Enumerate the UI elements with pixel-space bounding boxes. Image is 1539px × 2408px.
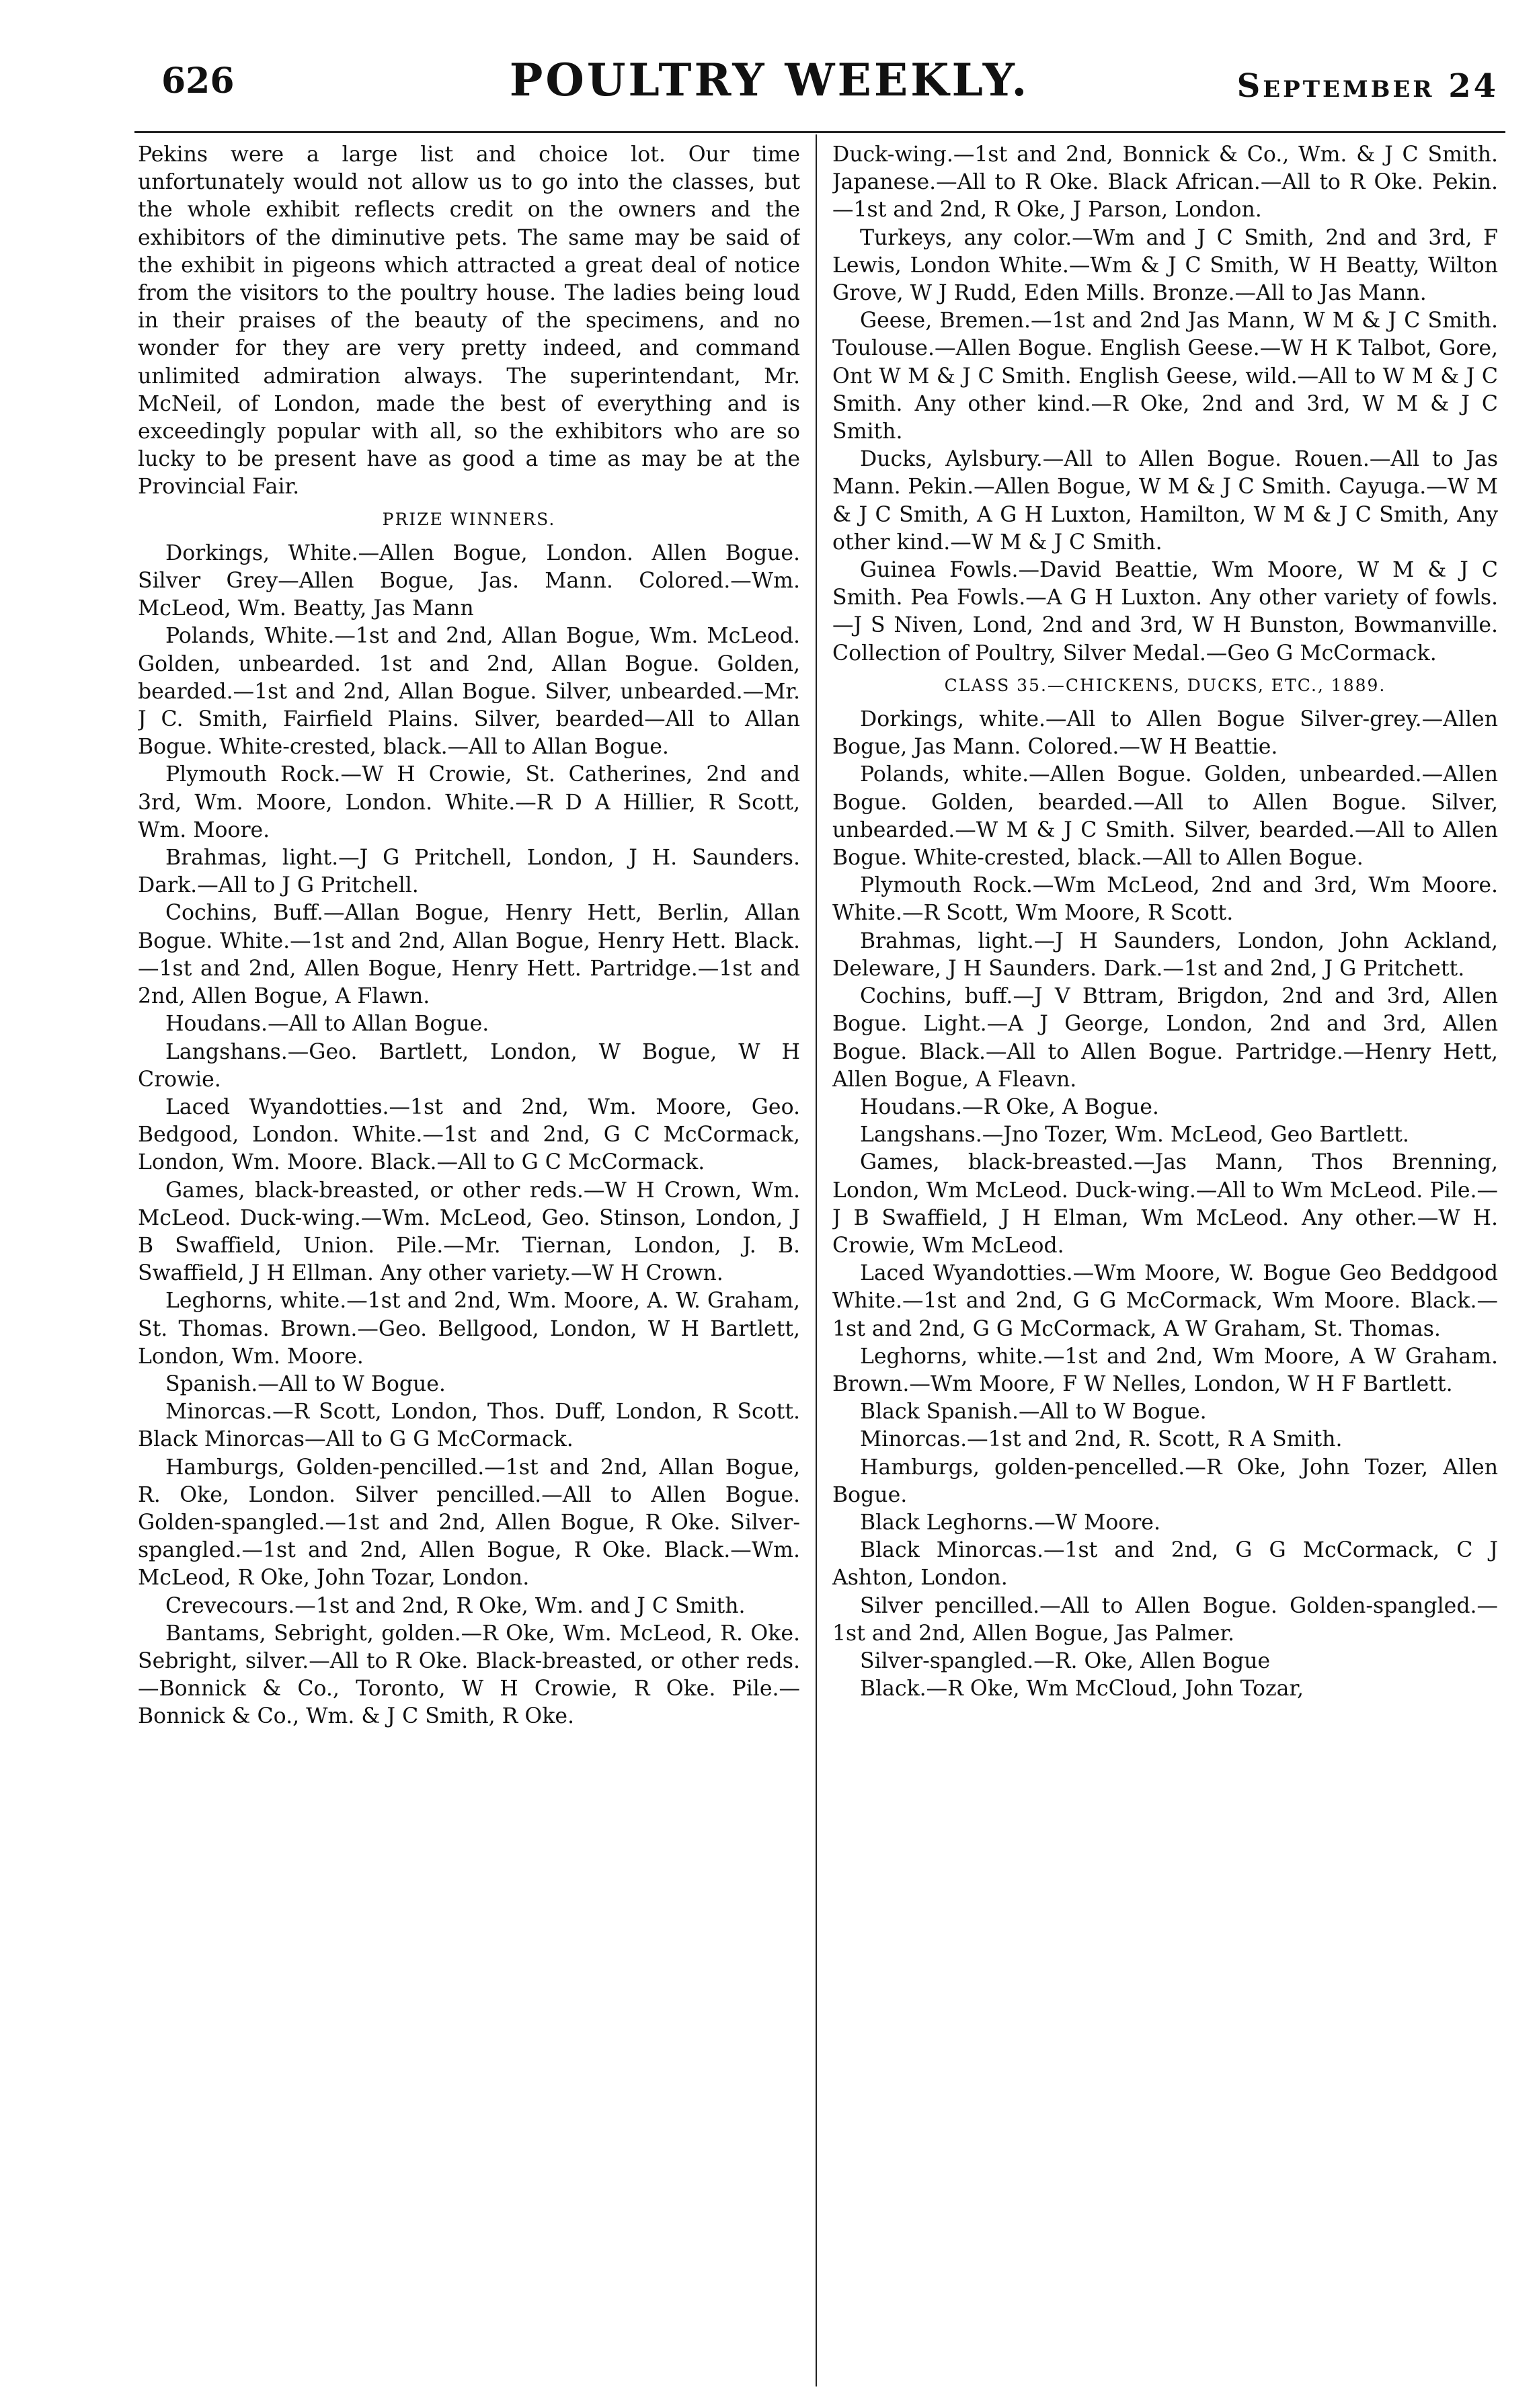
entry-paragraph: Black Minorcas.—1st and 2nd, G G McCormack, C J Ashton, London. (832, 1538, 1498, 1591)
entry-paragraph: Langshans.—Jno Tozer, Wm. McLeod, Geo Bartlett. (859, 1123, 1409, 1148)
entry-paragraph: Plymouth Rock.—W H Crowie, St. Catherines, 2nd and 3rd, Wm. Moore, London. White.—R D A Hillier, R Scott, Wm. Moore. (138, 762, 800, 842)
header-rule (134, 131, 1505, 133)
intro-paragraph: Pekins were a large list and choice lot. Our time unfortunately would not allow us to go into the classes, but the whole exhibit reflects credit on the owners and the exhibitors of the diminutive pets. The same may be said of the exhibit in pigeons which attracted a great deal of notice from the visitors to the poultry house. The ladies being loud in their praises of the beauty of the specimens, and no wonder for they are very pretty indeed, and command unlimited admiration always. The superintendant, Mr. McNeil, of London, made the best of everything and is exceedingly popular with all, so the exhibitors who are so lucky to be present have as good a time as may be at the Provincial Fair. (138, 143, 800, 499)
entry-paragraph: Houdans.—All to Allan Bogue. (165, 1012, 489, 1037)
entry-paragraph: Laced Wyandotties.—Wm Moore, W. Bogue Geo Beddgood White.—1st and 2nd, G G McCormack, Wm Moore. Black.—1st and 2nd, G G McCormack, A W Graham, St. Thomas. (832, 1261, 1498, 1341)
publication-title: POULTRY WEEKLY. (509, 54, 1030, 106)
entry-paragraph: Dorkings, white.—All to Allen Bogue Silver-grey.—Allen Bogue, Jas Mann. Colored.—W H Beattie. (832, 707, 1498, 760)
entry-paragraph: Minorcas.—1st and 2nd, R. Scott, R A Smith. (859, 1427, 1343, 1452)
entry-paragraph: Bantams, Sebright, golden.—R Oke, Wm. McLeod, R. Oke. Sebright, silver.—All to R Oke. Black-breasted, or other reds.—Bonnick & Co., Toronto, W H Crowie, R Oke. Pile.—Bonnick & Co., Wm. & J C Smith, R Oke. (138, 1621, 800, 1729)
entry-paragraph: Turkeys, any color.—Wm and J C Smith, 2nd and 3rd, F Lewis, London White.—Wm & J C Smith, W H Beatty, Wilton Grove, W J Rudd, Eden Mills. Bronze.—All to Jas Mann. (832, 225, 1498, 306)
entry-paragraph: Black Spanish.—All to W Bogue. (859, 1400, 1207, 1424)
entry-paragraph: Polands, White.—1st and 2nd, Allan Bogue, Wm. McLeod. Golden, unbearded. 1st and 2nd, Allan Bogue. Golden, bearded.—1st and 2nd, Allan Bogue. Silver, unbearded.—Mr. J C. Smith, Fairfield Plains. Silver, bearded—All to Allan Bogue. White-crested, black.—All to Allan Bogue. (138, 624, 800, 760)
entry-paragraph: Langshans.—Geo. Bartlett, London, W Bogue, W H Crowie. (138, 1039, 800, 1092)
prize-winners-heading: PRIZE WINNERS. (382, 509, 556, 529)
entry-paragraph: Plymouth Rock.—Wm McLeod, 2nd and 3rd, Wm Moore. White.—R Scott, Wm Moore, R Scott. (832, 873, 1498, 926)
entry-paragraph: Games, black-breasted, or other reds.—W H Crown, Wm. McLeod. Duck-wing.—Wm. McLeod, Geo. Stinson, London, J B Swaffield, Union. Pile.—Mr. Tiernan, London, J. B. Swaffield, J H Ellman. Any other variety.—W H Crown. (138, 1178, 800, 1286)
entry-paragraph: Crevecours.—1st and 2nd, R Oke, Wm. and J C Smith. (165, 1593, 746, 1618)
entry-paragraph: Silver-spangled.—R. Oke, Allen Bogue (859, 1648, 1271, 1673)
right-column (832, 141, 1498, 2386)
entry-paragraph: Ducks, Aylsbury.—All to Allen Bogue. Rouen.—All to Jas Mann. Pekin.—Allen Bogue, W M & J C Smith. Cayuga.—W M & J C Smith, A G H Luxton, Hamilton, W M & J C Smith, Any other kind.—W M & J C Smith. (832, 447, 1498, 555)
left-column (138, 141, 800, 2386)
entry-paragraph: Laced Wyandotties.—1st and 2nd, Wm. Moore, Geo. Bedgood, London. White.—1st and 2nd, G C McCormack, London, Wm. Moore. Black.—All to G C McCormack. (138, 1094, 800, 1175)
entry-paragraph: Cochins, Buff.—Allan Bogue, Henry Hett, Berlin, Allan Bogue. White.—1st and 2nd, Allan Bogue, Henry Hett. Black.—1st and 2nd, Allen Bogue, Henry Hett. Partridge.—1st and 2nd, Allen Bogue, A Flawn. (138, 901, 800, 1009)
entry-paragraph: Silver pencilled.—All to Allen Bogue. Golden-spangled.—1st and 2nd, Allen Bogue, Jas Palmer. (832, 1593, 1498, 1646)
entry-paragraph: Black.—R Oke, Wm McCloud, John Tozar, (859, 1677, 1304, 1701)
entry-paragraph: Black Leghorns.—W Moore. (859, 1510, 1160, 1535)
entry-paragraph: Hamburgs, golden-pencelled.—R Oke, John Tozer, Allen Bogue. (832, 1455, 1498, 1507)
entry-paragraph: Minorcas.—R Scott, London, Thos. Duff, London, R Scott. Black Minorcas—All to G G McCormack. (138, 1400, 800, 1452)
issue-date: September 24 (1236, 67, 1499, 105)
entry-paragraph: Games, black-breasted.—Jas Mann, Thos Brenning, London, Wm McLeod. Duck-wing.—All to Wm McLeod. Pile.—J B Swaffield, J H Elman, Wm McLeod. Any other.—W H. Crowie, Wm McLeod. (832, 1150, 1498, 1258)
entry-paragraph: Brahmas, light.—J H Saunders, London, John Ackland, Deleware, J H Saunders. Dark.—1st and 2nd, J G Pritchett. (832, 928, 1498, 981)
entry-paragraph: Cochins, buff.—J V Bttram, Brigdon, 2nd and 3rd, Allen Bogue. Light.—A J George, London, 2nd and 3rd, Allen Bogue. Black.—All to Allen Bogue. Partridge.—Henry Hett, Allen Bogue, A Fleavn. (832, 984, 1498, 1092)
entry-paragraph: Brahmas, light.—J G Pritchell, London, J H. Saunders. Dark.—All to J G Pritchell. (138, 846, 800, 898)
entry-paragraph: Duck-wing.—1st and 2nd, Bonnick & Co., Wm. & J C Smith. Japanese.—All to R Oke. Black African.—All to R Oke. Pekin.—1st and 2nd, R Oke, J Parson, London. (832, 143, 1498, 223)
entry-paragraph: Hamburgs, Golden-pencilled.—1st and 2nd, Allan Bogue, R. Oke, London. Silver pencilled.—All to Allen Bogue. Golden-spangled.—1st and 2nd, Allen Bogue, R Oke. Silver-spangled.—1st and 2nd, Allen Bogue, R Oke. Black.—Wm. McLeod, R Oke, John Tozar, London. (138, 1455, 800, 1591)
entry-paragraph: Houdans.—R Oke, A Bogue. (859, 1094, 1159, 1119)
page-number: 626 (161, 61, 235, 102)
column-divider (816, 134, 817, 2386)
page-header (0, 54, 1539, 128)
entry-paragraph: Leghorns, white.—1st and 2nd, Wm. Moore, A. W. Graham, St. Thomas. Brown.—Geo. Bellgood, London, W H Bartlett, London, Wm. Moore. (138, 1289, 800, 1369)
entry-paragraph: Leghorns, white.—1st and 2nd, Wm Moore, A W Graham. Brown.—Wm Moore, F W Nelles, London, W H F Bartlett. (832, 1344, 1498, 1396)
entry-paragraph: Polands, white.—Allen Bogue. Golden, unbearded.—Allen Bogue. Golden, bearded.—All to Allen Bogue. Silver, unbearded.—W M & J C Smith. Silver, bearded.—All to Allen Bogue. White-crested, black.—All to Allen Bogue. (832, 762, 1498, 871)
entry-paragraph: Guinea Fowls.—David Beattie, Wm Moore, W M & J C Smith. Pea Fowls.—A G H Luxton. Any other variety of fowls.—J S Niven, Lond, 2nd and 3rd, W H Bunston, Bowmanville. Collection of Poultry, Silver Medal.—Geo G McCormack. (832, 558, 1498, 666)
class-heading: CLASS 35.—CHICKENS, DUCKS, ETC., 1889. (944, 675, 1386, 695)
entry-paragraph: Dorkings, White.—Allen Bogue, London. Allen Bogue. Silver Grey—Allen Bogue, Jas. Mann. Colored.—Wm. McLeod, Wm. Beatty, Jas Mann (138, 540, 800, 621)
entry-paragraph: Geese, Bremen.—1st and 2nd Jas Mann, W M & J C Smith. Toulouse.—Allen Bogue. English Geese.—W H K Talbot, Gore, Ont W M & J C Smith. English Geese, wild.—All to W M & J C Smith. Any other kind.—R Oke, 2nd and 3rd, W M & J C Smith. (832, 309, 1498, 444)
entry-paragraph: Spanish.—All to W Bogue. (165, 1371, 446, 1396)
